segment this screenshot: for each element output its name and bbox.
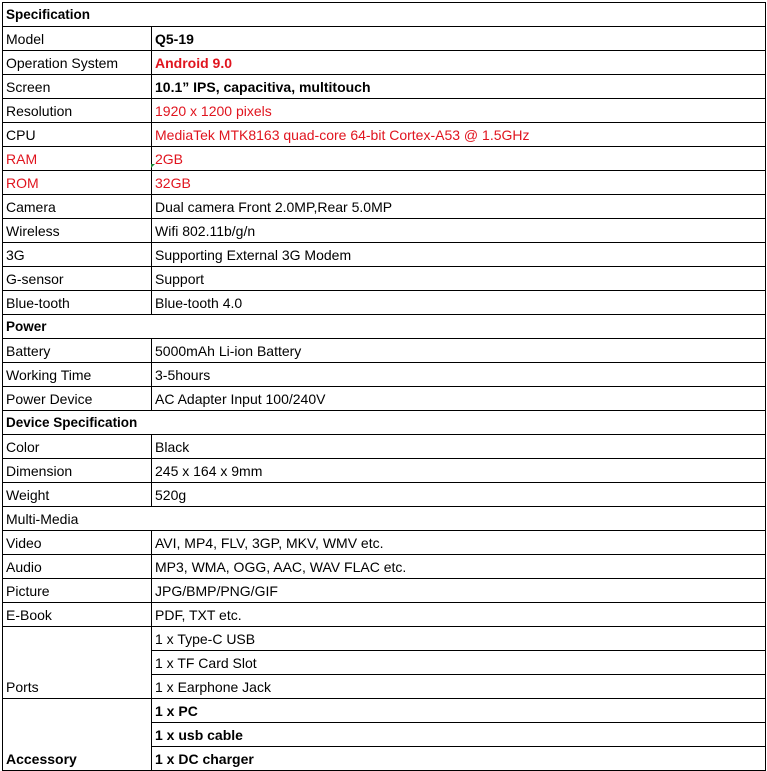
row-value: Dual camera Front 2.0MP,Rear 5.0MP <box>152 195 766 219</box>
row-value: 5000mAh Li-ion Battery <box>152 339 766 363</box>
row-label: RAM <box>3 147 152 171</box>
row-label: Audio <box>3 555 152 579</box>
row-label: Video <box>3 531 152 555</box>
row-battery <box>3 339 766 363</box>
spec-table <box>2 2 766 771</box>
row-gsensor <box>3 267 766 291</box>
row-label: 3G <box>3 243 152 267</box>
row-ram <box>3 147 766 171</box>
row-label: Operation System <box>3 51 152 75</box>
port-item: 1 x TF Card Slot <box>152 651 766 675</box>
ports-label: Ports <box>3 627 152 699</box>
section-specification <box>3 3 766 27</box>
row-value: Q5-19 <box>152 27 766 51</box>
row-label: Battery <box>3 339 152 363</box>
row-audio <box>3 555 766 579</box>
row-label: Blue-tooth <box>3 291 152 315</box>
row-weight <box>3 483 766 507</box>
row-ebook <box>3 603 766 627</box>
row-os <box>3 51 766 75</box>
accessory-item: 1 x usb cable <box>152 723 766 747</box>
row-label: Color <box>3 435 152 459</box>
row-label: Wireless <box>3 219 152 243</box>
row-model <box>3 27 766 51</box>
accessory-item: 1 x PC <box>152 699 766 723</box>
row-value: MediaTek MTK8163 quad-core 64-bit Cortex-A53 @ 1.5GHz <box>152 123 766 147</box>
row-value: Android 9.0 <box>152 51 766 75</box>
spec-sheet <box>2 2 765 771</box>
section-title: Power <box>3 315 766 339</box>
row-cpu <box>3 123 766 147</box>
row-value: Black <box>152 435 766 459</box>
row-camera <box>3 195 766 219</box>
row-value: 3-5hours <box>152 363 766 387</box>
row-value: MP3, WMA, OGG, AAC, WAV FLAC etc. <box>152 555 766 579</box>
row-value: PDF, TXT etc. <box>152 603 766 627</box>
row-color <box>3 435 766 459</box>
section-device-specification <box>3 411 766 435</box>
row-label: Working Time <box>3 363 152 387</box>
row-label: Weight <box>3 483 152 507</box>
row-value: AC Adapter Input 100/240V <box>152 387 766 411</box>
row-label: E-Book <box>3 603 152 627</box>
row-video <box>3 531 766 555</box>
section-title: Multi-Media <box>3 507 766 531</box>
row-accessory-1 <box>3 699 766 723</box>
section-power <box>3 315 766 339</box>
row-value: 520g <box>152 483 766 507</box>
row-label: Power Device <box>3 387 152 411</box>
row-wireless <box>3 219 766 243</box>
row-label: Dimension <box>3 459 152 483</box>
port-item: 1 x Type-C USB <box>152 627 766 651</box>
accessory-item: 1 x DC charger <box>152 747 766 771</box>
row-rom <box>3 171 766 195</box>
row-value: 10.1” IPS, capacitiva, multitouch <box>152 75 766 99</box>
row-bluetooth <box>3 291 766 315</box>
row-label: CPU <box>3 123 152 147</box>
row-label: Model <box>3 27 152 51</box>
section-multimedia <box>3 507 766 531</box>
section-title: Specification <box>3 3 766 27</box>
row-value: Supporting External 3G Modem <box>152 243 766 267</box>
row-label: Screen <box>3 75 152 99</box>
row-label: Picture <box>3 579 152 603</box>
row-screen <box>3 75 766 99</box>
row-label: Resolution <box>3 99 152 123</box>
row-value: 1920 x 1200 pixels <box>152 99 766 123</box>
port-item: 1 x Earphone Jack <box>152 675 766 699</box>
row-3g <box>3 243 766 267</box>
row-value: Wifi 802.11b/g/n <box>152 219 766 243</box>
row-dimension <box>3 459 766 483</box>
row-working-time <box>3 363 766 387</box>
row-label: ROM <box>3 171 152 195</box>
row-value: Blue-tooth 4.0 <box>152 291 766 315</box>
row-label: Camera <box>3 195 152 219</box>
comment-marker-icon <box>151 164 155 168</box>
accessory-label: Accessory <box>3 699 152 771</box>
row-label: G-sensor <box>3 267 152 291</box>
section-title: Device Specification <box>3 411 766 435</box>
row-value: JPG/BMP/PNG/GIF <box>152 579 766 603</box>
row-ports-1 <box>3 627 766 651</box>
row-resolution <box>3 99 766 123</box>
row-value: 245 x 164 x 9mm <box>152 459 766 483</box>
row-value: Support <box>152 267 766 291</box>
row-picture <box>3 579 766 603</box>
row-value: 2GB <box>152 147 766 171</box>
row-value: 32GB <box>152 171 766 195</box>
row-value: AVI, MP4, FLV, 3GP, MKV, WMV etc. <box>152 531 766 555</box>
row-power-device <box>3 387 766 411</box>
